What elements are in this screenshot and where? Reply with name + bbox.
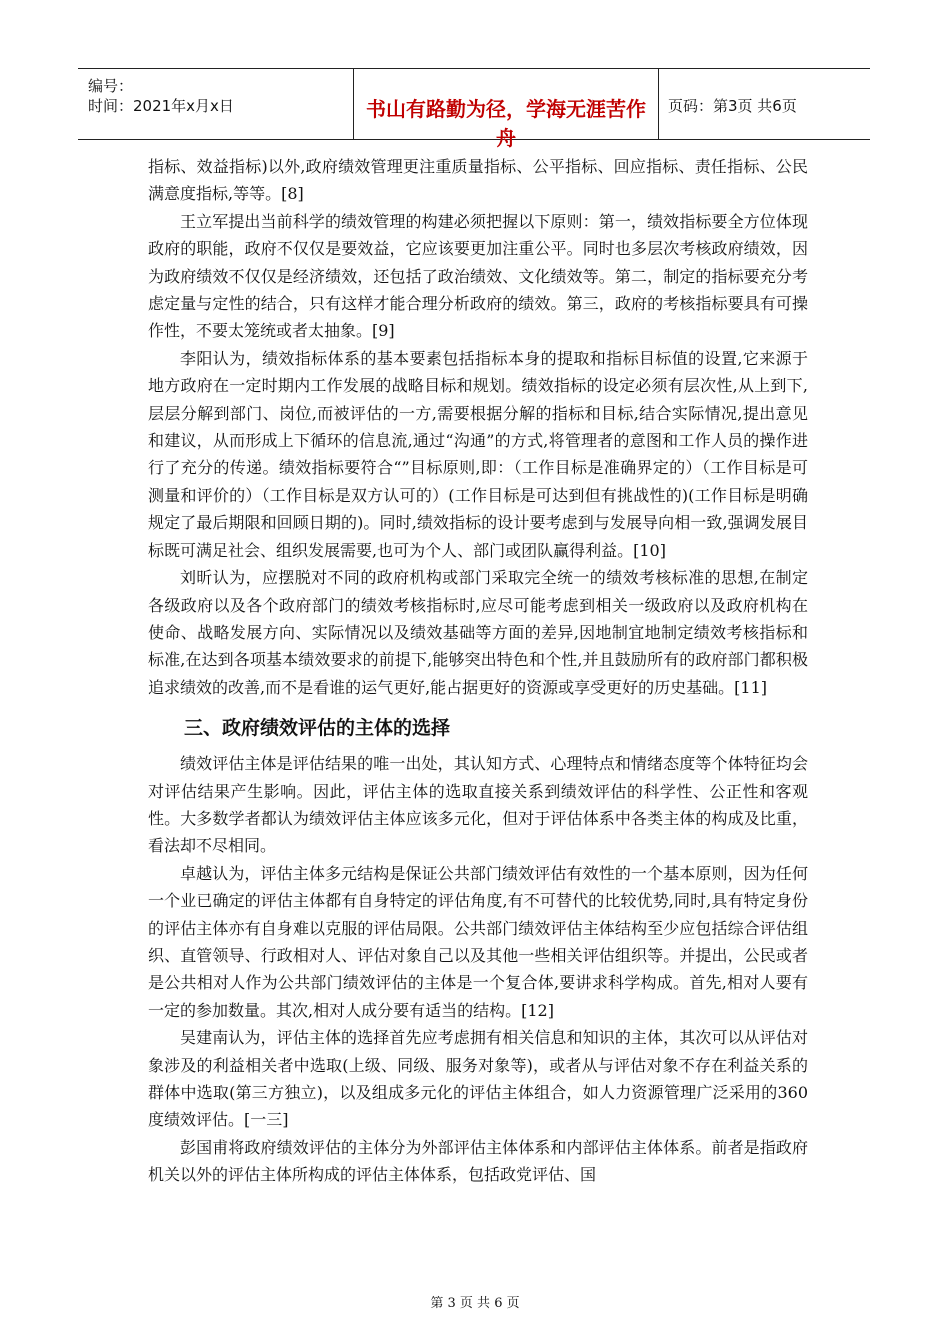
page-header [78, 68, 870, 150]
document-body [148, 153, 808, 1189]
header-motto: 书山有路勤为径，学海无涯苦作舟 [366, 97, 646, 150]
header-page-info: 页码：第3页 共6页 [668, 97, 797, 115]
document-number-label: 编号： [88, 77, 134, 95]
paragraph: 吴建南认为，评估主体的选择首先应考虑拥有相关信息和知识的主体，其次可以从评估对象涉及的利益相关者中选取(上级、同级、服务对象等)，或者从与评估对象不存在利益关系的群体中选取(第三方独立)，以及组成多元化的评估主体组合，如人力资源管理广泛采用的360度绩效评估。[一三] [148, 1028, 808, 1130]
header-meta [82, 71, 282, 137]
paragraph: 绩效评估主体是评估结果的唯一出处，其认知方式、心理特点和情绪态度等个体特征均会对评估结果产生影响。因此，评估主体的选取直接关系到绩效评估的科学性、公正性和客观性。大多数学者都认为绩效评估主体应该多元化，但对于评估体系中各类主体的构成及比重，看法却不尽相同。 [148, 754, 808, 856]
paragraph: 彭国甫将政府绩效评估的主体分为外部评估主体体系和内部评估主体体系。前者是指政府机关以外的评估主体所构成的评估主体体系，包括政党评估、国 [148, 1137, 808, 1185]
header-divider [658, 69, 659, 139]
page-footer: 第 3 页 共 6 页 [430, 1296, 520, 1311]
paragraph-continuation: 指标、效益指标)以外,政府绩效管理更注重质量指标、公平指标、回应指标、责任指标、公民满意度指标,等等。[8] [148, 157, 808, 204]
paragraph: 李阳认为，绩效指标体系的基本要素包括指标本身的提取和指标目标值的设置,它来源于地方政府在一定时期内工作发展的战略目标和规划。绩效指标的设定必须有层次性,从上到下,层层分解到部门、岗位,而被评估的一方,需要根据分解的指标和目标,结合实际情况,提出意见和建议，从而形成上下循环的信息流,通过“沟通”的方式,将管理者的意图和工作人员的操作进行了充分的传递。绩效指标要符合“”目标原则,即：（工作目标是准确界定的）（工作目标是可测量和评价的）（工作目标是双方认可的）(工作目标是可达到但有挑战性的)(工作目标是明确规定了最后期限和回顾日期的)。同时,绩效指标的设计要考虑到与发展导向相一致,强调发展目标既可满足社会、组织发展需要,也可为个人、部门或团队赢得利益。[10] [148, 348, 808, 560]
document-time-label: 时间：2021年x月x日 [88, 97, 234, 115]
section-heading: 三、政府绩效评估的主体的选择 [184, 717, 451, 740]
paragraph: 刘昕认为，应摆脱对不同的政府机构或部门采取完全统一的绩效考核标准的思想,在制定各级政府以及各个政府部门的绩效考核指标时,应尽可能考虑到相关一级政府以及政府机构在使命、战略发展方向、实际情况以及绩效基础等方面的差异,因地制宜地制定绩效考核指标和标准,在达到各项基本绩效要求的前提下,能够突出特色和个性,并且鼓励所有的政府部门都积极追求绩效的改善,而不是看谁的运气更好,能占据更好的资源或享受更好的历史基础。[11] [148, 568, 808, 697]
paragraph: 王立军提出当前科学的绩效管理的构建必须把握以下原则：第一，绩效指标要全方位体现政府的职能，政府不仅仅是要效益，它应该要更加注重公平。同时也多层次考核政府绩效，因为政府绩效不仅仅是经济绩效，还包括了政治绩效、文化绩效等。第二，制定的指标要充分考虑定量与定性的结合，只有这样才能合理分析政府的绩效。第三，政府的考核指标要具有可操作性，不要太笼统或者太抽象。[9] [148, 211, 808, 341]
paragraph: 卓越认为，评估主体多元结构是保证公共部门绩效评估有效性的一个基本原则，因为任何一个业已确定的评估主体都有自身特定的评估角度,有不可替代的比较优势,同时,具有特定身份的评估主体亦有自身难以克服的评估局限。公共部门绩效评估主体结构至少应包括综合评估组织、直管领导、行政相对人、评估对象自己以及其他一些相关评估组织等。并提出，公民或者是公共相对人作为公共部门绩效评估的主体是一个复合体,要讲求科学构成。首先,相对人要有一定的参加数量。其次,相对人成分要有适当的结构。[12] [148, 863, 808, 1020]
header-divider [353, 69, 354, 139]
